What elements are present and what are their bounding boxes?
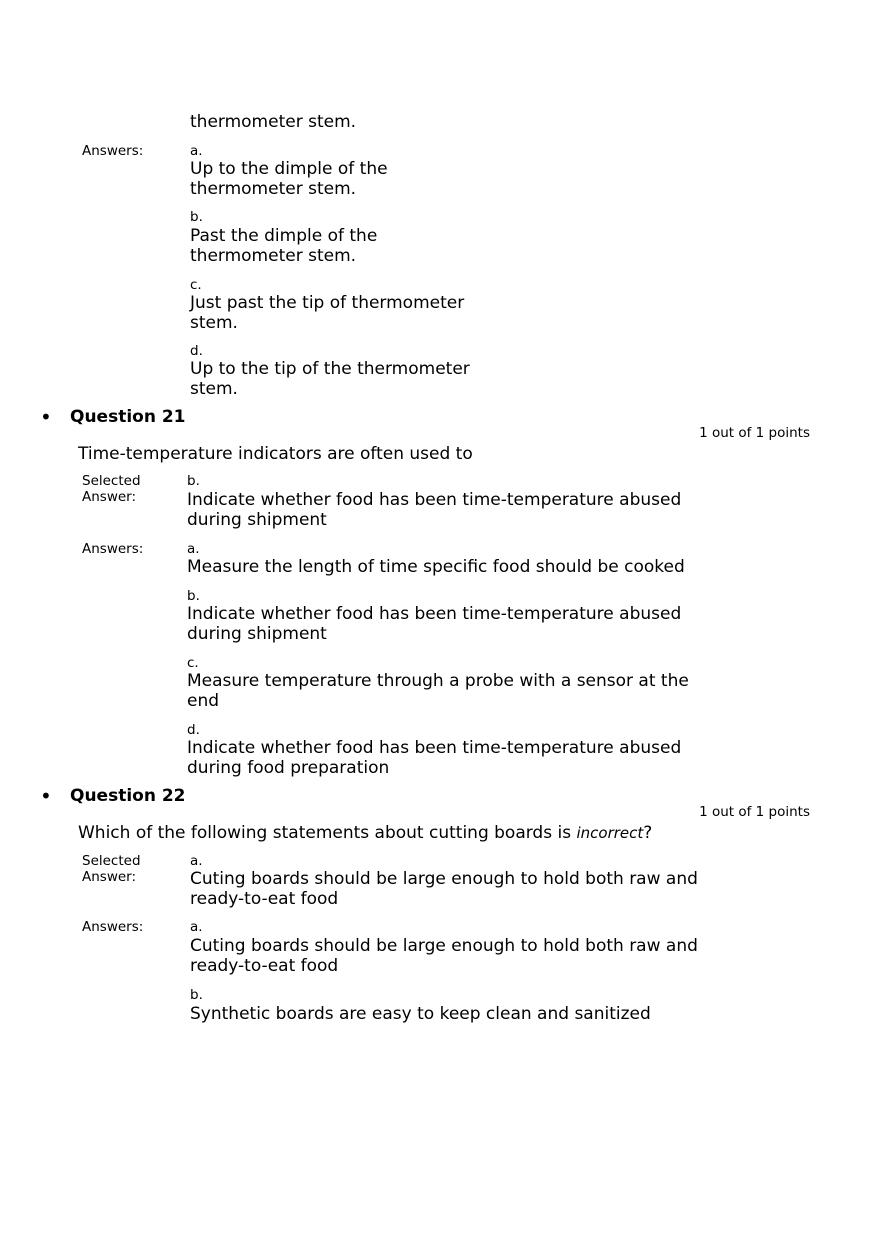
selected-label: Selected — [82, 853, 141, 869]
question-title: Question 21 — [70, 407, 186, 427]
answers-label: Answers: — [82, 143, 144, 159]
selected-answer-letter: b. — [187, 473, 200, 489]
answer-letter: b. — [190, 987, 203, 1003]
bullet-icon: • — [40, 784, 52, 808]
selected-answer-text: ready-to-eat food — [190, 889, 339, 909]
answer-letter: a. — [190, 143, 203, 159]
question-text-emphasis: incorrect — [576, 824, 644, 842]
question-text-end: ? — [643, 823, 653, 843]
answer-letter: b. — [190, 209, 203, 225]
answers-label: Answers: — [82, 919, 144, 935]
answer-text-line: during food preparation — [187, 758, 390, 778]
answer-text-line: Indicate whether food has been time-temperature abused — [187, 738, 682, 758]
answer-text-line: Cuting boards should be large enough to hold both raw and — [190, 936, 698, 956]
answer-text-line: Past the dimple of the — [190, 226, 378, 246]
question-text-tail: thermometer stem. — [190, 112, 357, 132]
answer-text-line: Indicate whether food has been time-temperature abused — [187, 604, 682, 624]
answer-text-line: stem. — [190, 313, 238, 333]
answer-text-line: Measure temperature through a probe with a sensor at the — [187, 671, 689, 691]
answer-letter: c. — [187, 655, 199, 671]
answer-letter: a. — [190, 919, 203, 935]
selected-label: Answer: — [82, 489, 137, 505]
answer-text-line: Measure the length of time specific food should be cooked — [187, 557, 685, 577]
question-text — [78, 823, 652, 843]
points-score: 1 out of 1 points — [699, 425, 810, 441]
answer-letter: b. — [187, 588, 200, 604]
answer-text-line: during shipment — [187, 624, 327, 644]
selected-label: Selected — [82, 473, 141, 489]
selected-answer-letter: a. — [190, 853, 203, 869]
answer-letter: c. — [190, 277, 202, 293]
answer-text-line: Up to the dimple of the — [190, 159, 388, 179]
answer-text-line: Up to the tip of the thermometer — [190, 359, 470, 379]
selected-answer-text: Cuting boards should be large enough to hold both raw and — [190, 869, 698, 889]
question-text: Time-temperature indicators are often used to — [78, 444, 473, 464]
selected-answer-text: during shipment — [187, 510, 327, 530]
answer-text-line: Just past the tip of thermometer — [190, 293, 465, 313]
answer-letter: a. — [187, 541, 200, 557]
answer-text-line: stem. — [190, 379, 238, 399]
answer-text-line: thermometer stem. — [190, 179, 357, 199]
answer-text-line: Synthetic boards are easy to keep clean and sanitized — [190, 1004, 651, 1024]
question-text-main: Which of the following statements about cutting boards is — [78, 823, 577, 843]
answers-label: Answers: — [82, 541, 144, 557]
selected-answer-text: Indicate whether food has been time-temperature abused — [187, 490, 682, 510]
points-score: 1 out of 1 points — [699, 804, 810, 820]
answer-text-line: end — [187, 691, 220, 711]
bullet-icon: • — [40, 405, 52, 429]
answer-letter: d. — [190, 343, 203, 359]
selected-label: Answer: — [82, 869, 137, 885]
answer-text-line: ready-to-eat food — [190, 956, 339, 976]
answer-text-line: thermometer stem. — [190, 246, 357, 266]
question-title: Question 22 — [70, 786, 186, 806]
answer-letter: d. — [187, 722, 200, 738]
